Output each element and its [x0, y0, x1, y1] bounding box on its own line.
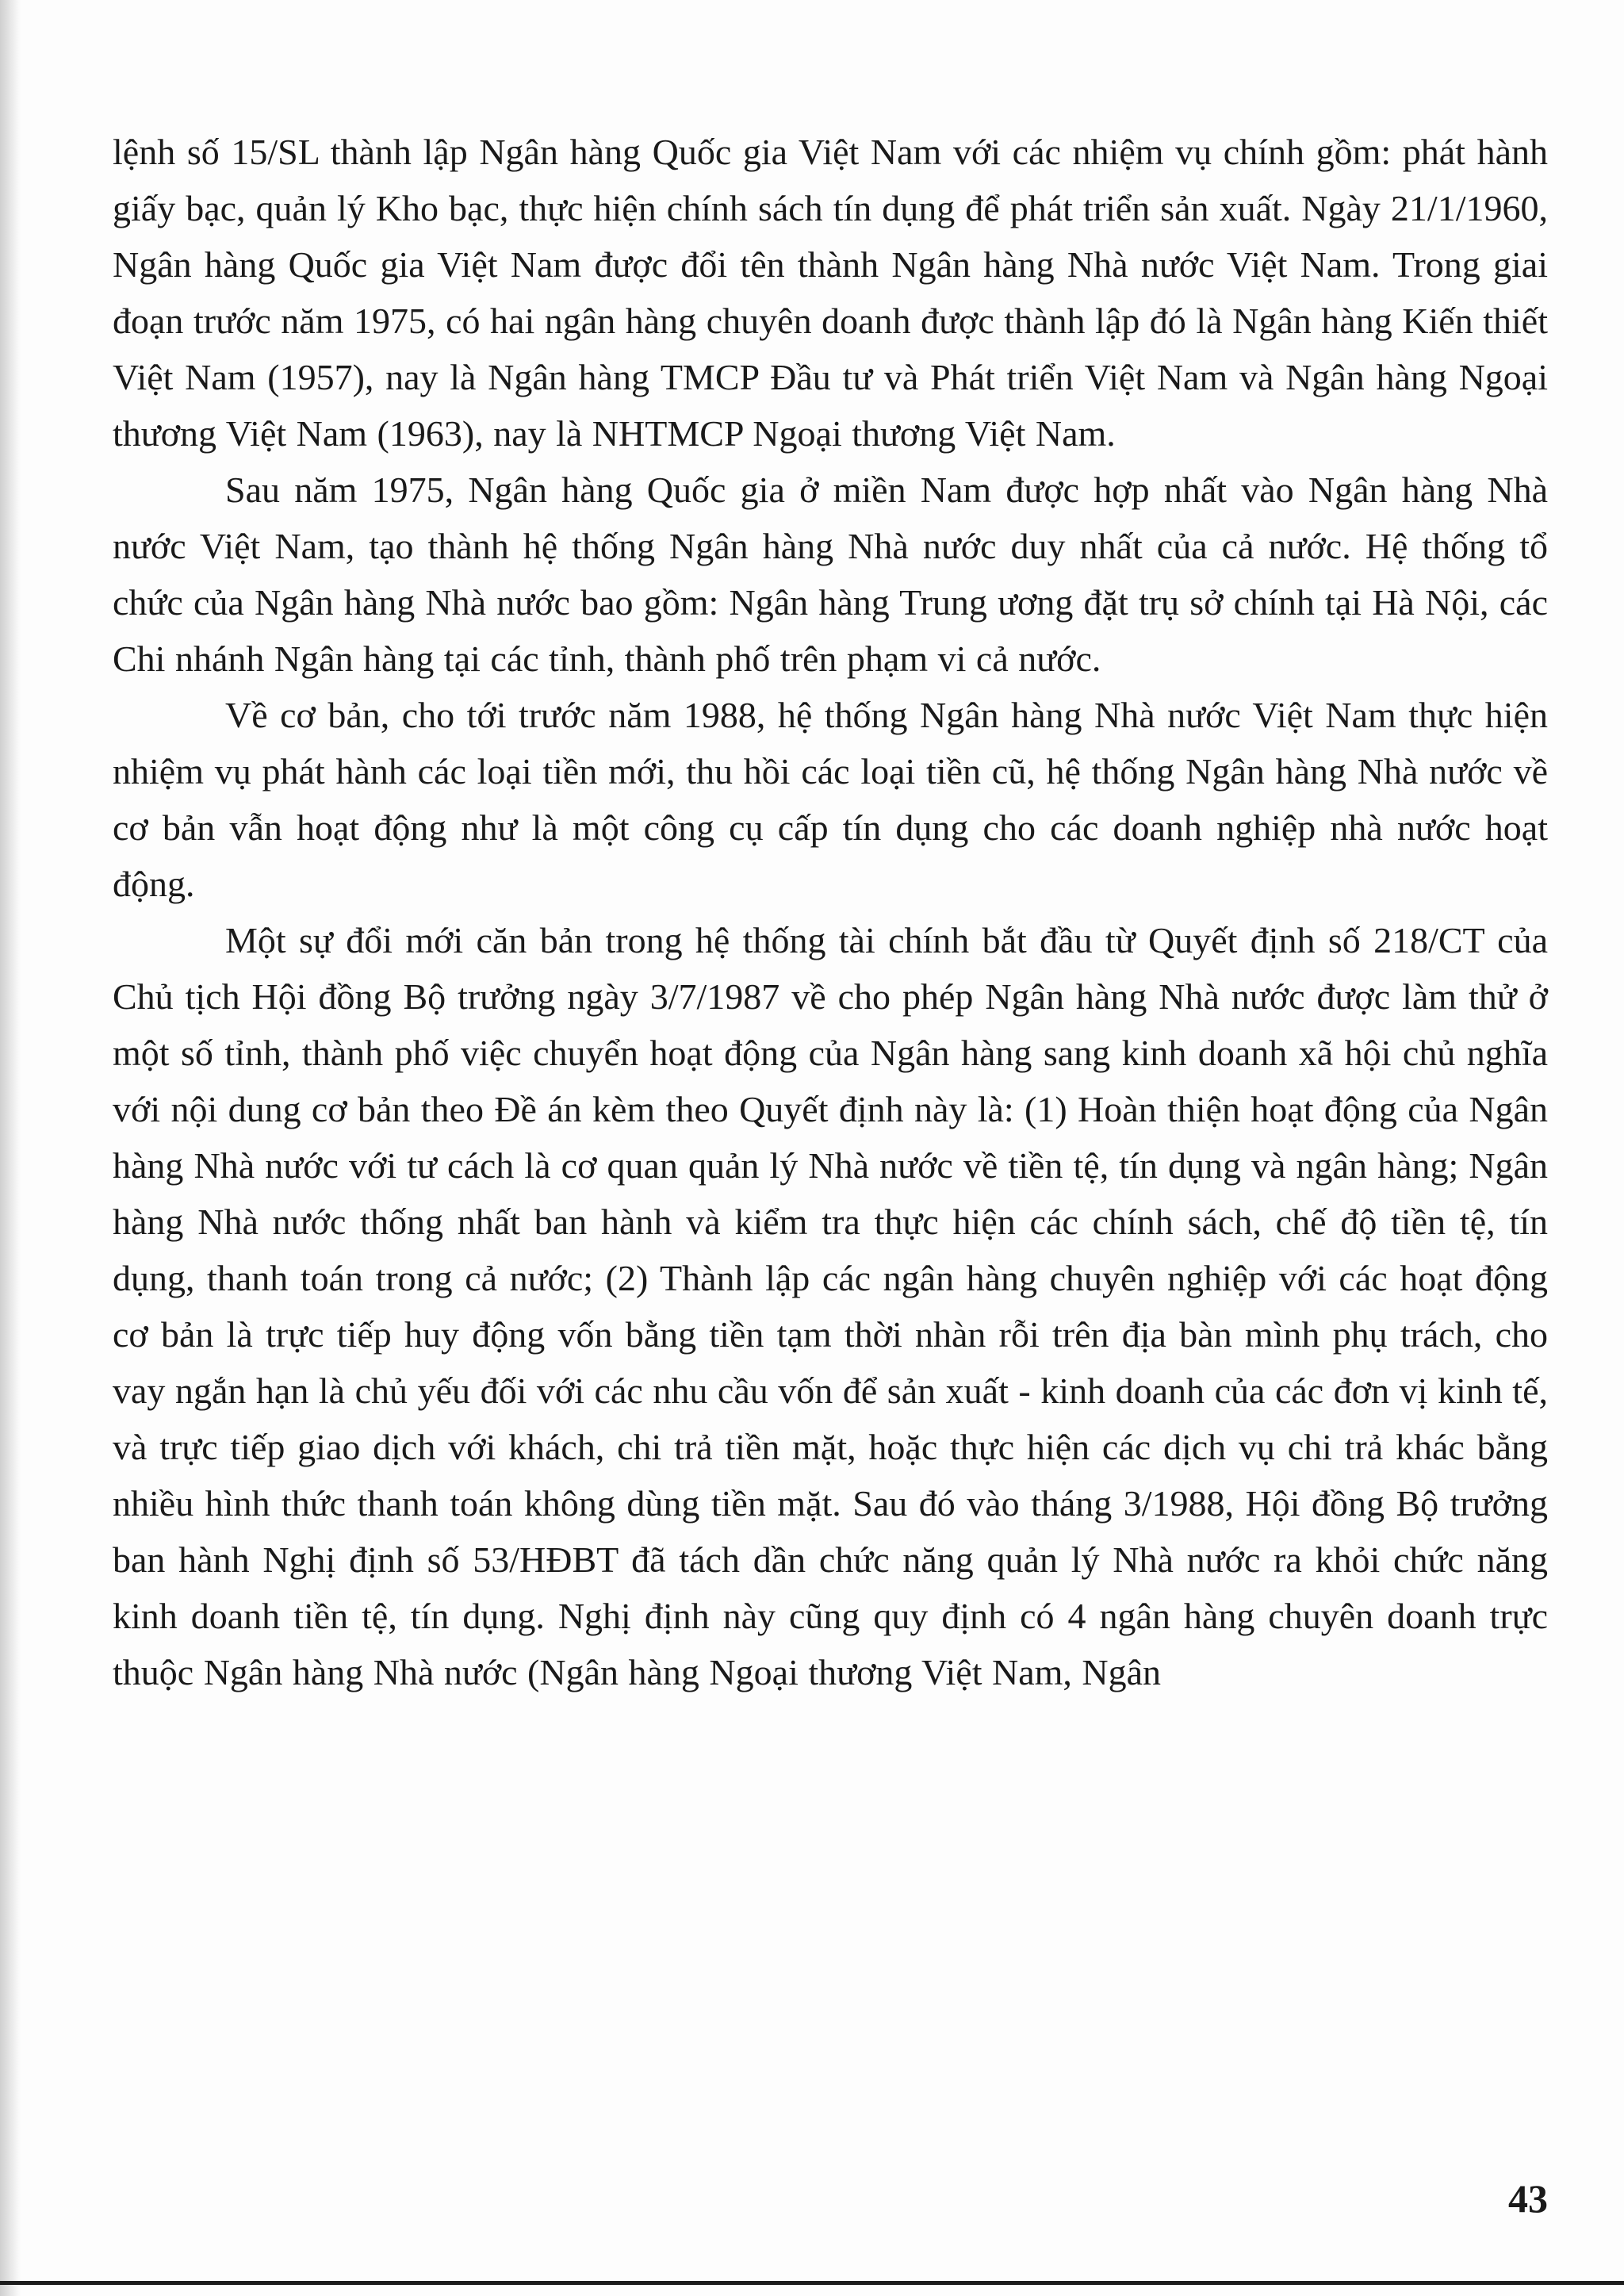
page-number: 43	[1508, 2176, 1548, 2221]
bottom-edge-line	[0, 2281, 1624, 2285]
paragraph: Sau năm 1975, Ngân hàng Quốc gia ở miền Nam được hợp nhất vào Ngân hàng Nhà nước Việt Nam, tạo thành hệ thống Ngân hàng Nhà nước duy nhất của cả nước. Hệ thống tổ chức của Ngân hàng Nhà nước bao gồm: Ngân hàng Trung ương đặt trụ sở chính tại Hà Nội, các Chi nhánh Ngân hàng tại các tỉnh, thành phố trên phạm vi cả nước.	[113, 470, 1548, 679]
body-text	[113, 124, 1548, 1700]
paragraph: Một sự đổi mới căn bản trong hệ thống tài chính bắt đầu từ Quyết định số 218/CT của Chủ tịch Hội đồng Bộ trưởng ngày 3/7/1987 về cho phép Ngân hàng Nhà nước được làm thử ở một số tỉnh, thành phố việc chuyển hoạt động của Ngân hàng sang kinh doanh xã hội chủ nghĩa với nội dung cơ bản theo Đề án kèm theo Quyết định này là: (1) Hoàn thiện hoạt động của Ngân hàng Nhà nước với tư cách là cơ quan quản lý Nhà nước về tiền tệ, tín dụng và ngân hàng; Ngân hàng Nhà nước thống nhất ban hành và kiểm tra thực hiện các chính sách, chế độ tiền tệ, tín dụng, thanh toán trong cả nước; (2) Thành lập các ngân hàng chuyên nghiệp với các hoạt động cơ bản là trực tiếp huy động vốn bằng tiền tạm thời nhàn rỗi trên địa bàn mình phụ trách, cho vay ngắn hạn là chủ yếu đối với các nhu cầu vốn để sản xuất - kinh doanh của các đơn vị kinh tế, và trực tiếp giao dịch với khách, chi trả tiền mặt, hoặc thực hiện các dịch vụ chi trả khác bằng nhiều hình thức thanh toán không dùng tiền mặt. Sau đó vào tháng 3/1988, Hội đồng Bộ trưởng ban hành Nghị định số 53/HĐBT đã tách dần chức năng quản lý Nhà nước ra khỏi chức năng kinh doanh tiền tệ, tín dụng. Nghị định này cũng quy định có 4 ngân hàng chuyên doanh trực thuộc Ngân hàng Nhà nước (Ngân hàng Ngoại thương Việt Nam, Ngân	[113, 920, 1548, 1692]
paragraph-continued: lệnh số 15/SL thành lập Ngân hàng Quốc gia Việt Nam với các nhiệm vụ chính gồm: phát hành giấy bạc, quản lý Kho bạc, thực hiện chính sách tín dụng để phát triển sản xuất. Ngày 21/1/1960, Ngân hàng Quốc gia Việt Nam được đổi tên thành Ngân hàng Nhà nước Việt Nam. Trong giai đoạn trước năm 1975, có hai ngân hàng chuyên doanh được thành lập đó là Ngân hàng Kiến thiết Việt Nam (1957), nay là Ngân hàng TMCP Đầu tư và Phát triển Việt Nam và Ngân hàng Ngoại thương Việt Nam (1963), nay là NHTMCP Ngoại thương Việt Nam.	[113, 132, 1548, 454]
paragraph: Về cơ bản, cho tới trước năm 1988, hệ thống Ngân hàng Nhà nước Việt Nam thực hiện nhiệm vụ phát hành các loại tiền mới, thu hồi các loại tiền cũ, hệ thống Ngân hàng Nhà nước về cơ bản vẫn hoạt động như là một công cụ cấp tín dụng cho các doanh nghiệp nhà nước hoạt động.	[113, 695, 1548, 904]
binding-shadow	[0, 0, 21, 2296]
